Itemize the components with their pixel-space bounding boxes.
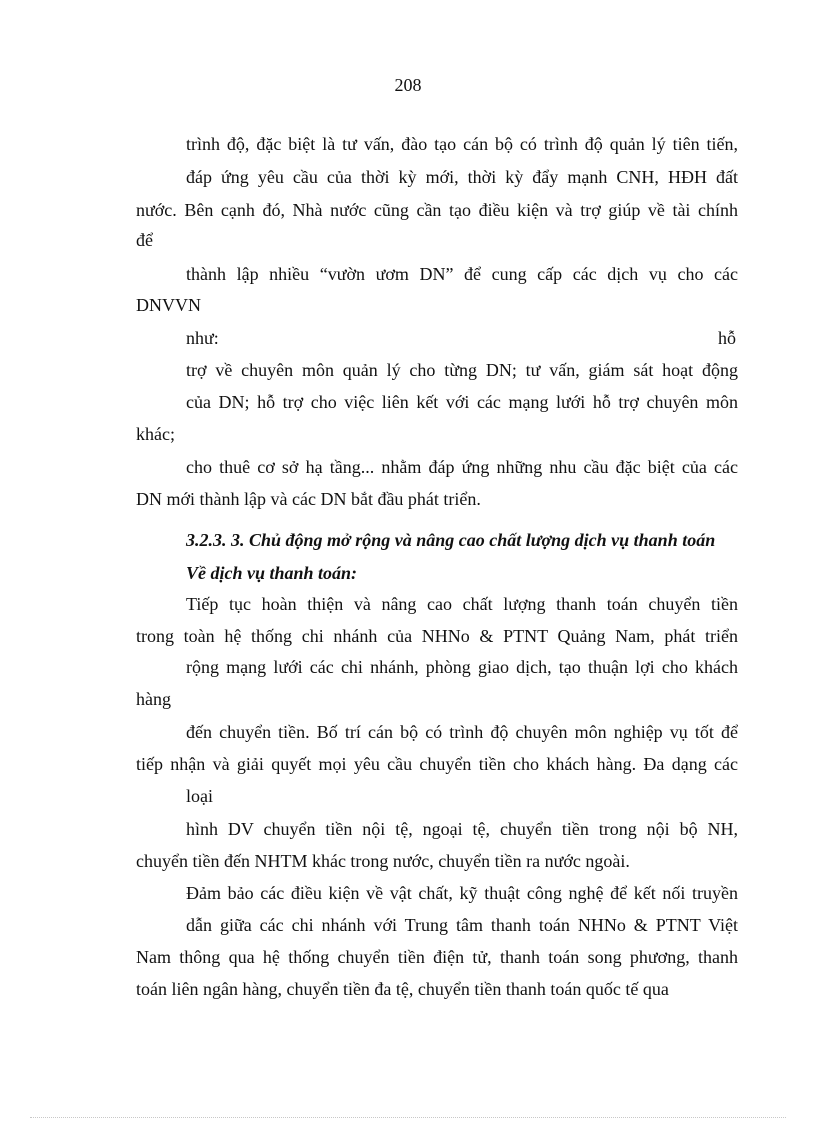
- body-line: của DN; hỗ trợ cho việc liên kết với các mạng lưới hỗ trợ chuyên môn: [186, 392, 738, 412]
- body-line: đến chuyển tiền. Bố trí cán bộ có trình độ chuyên môn nghiệp vụ tốt để: [186, 722, 738, 742]
- body-line: loại: [186, 786, 213, 806]
- body-line: để: [136, 230, 153, 250]
- body-line: đáp ứng yêu cầu của thời kỳ mới, thời kỳ đẩy mạnh CNH, HĐH đất: [186, 167, 738, 187]
- body-line: DN mới thành lập và các DN bắt đầu phát triển.: [136, 489, 481, 509]
- body-line: DNVVN: [136, 295, 201, 315]
- body-line: hình DV chuyển tiền nội tệ, ngoại tệ, chuyển tiền trong nội bộ NH,: [186, 819, 738, 839]
- subsection-heading: Về dịch vụ thanh toán:: [186, 563, 358, 583]
- body-line: hàng: [136, 689, 171, 709]
- body-line: Nam thông qua hệ thống chuyển tiền điện tử, thanh toán song phương, thanh: [136, 947, 738, 967]
- body-line: cho thuê cơ sở hạ tầng... nhằm đáp ứng những nhu cầu đặc biệt của các: [186, 457, 738, 477]
- body-line: toán liên ngân hàng, chuyển tiền đa tệ, chuyển tiền thanh toán quốc tế qua: [136, 979, 669, 999]
- body-line: thành lập nhiều “vườn ươm DN” để cung cấp các dịch vụ cho các: [186, 264, 738, 284]
- page-bottom-border: [30, 1117, 786, 1118]
- body-line: nước. Bên cạnh đó, Nhà nước cũng cần tạo điều kiện và trợ giúp về tài chính: [136, 200, 738, 220]
- page-number: 208: [394, 75, 422, 95]
- body-line: Tiếp tục hoàn thiện và nâng cao chất lượng thanh toán chuyển tiền: [186, 594, 738, 614]
- body-line: hỗ: [718, 328, 736, 348]
- section-heading: 3.2.3. 3. Chủ động mở rộng và nâng cao chất lượng dịch vụ thanh toán: [186, 530, 716, 550]
- body-line: Đảm bảo các điều kiện về vật chất, kỹ thuật công nghệ để kết nối truyền: [186, 883, 738, 903]
- body-line: rộng mạng lưới các chi nhánh, phòng giao dịch, tạo thuận lợi cho khách: [186, 657, 738, 677]
- body-line: dẫn giữa các chi nhánh với Trung tâm thanh toán NHNo & PTNT Việt: [186, 915, 738, 935]
- body-line: trong toàn hệ thống chi nhánh của NHNo & PTNT Quảng Nam, phát triển: [136, 626, 738, 646]
- body-line: như:: [186, 328, 219, 348]
- body-line: chuyển tiền đến NHTM khác trong nước, chuyển tiền ra nước ngoài.: [136, 851, 630, 871]
- body-line: khác;: [136, 424, 175, 444]
- body-line: tiếp nhận và giải quyết mọi yêu cầu chuyển tiền cho khách hàng. Đa dạng các: [136, 754, 738, 774]
- body-line: trình độ, đặc biệt là tư vấn, đào tạo cán bộ có trình độ quản lý tiên tiến,: [186, 134, 738, 154]
- body-line: trợ về chuyên môn quản lý cho từng DN; tư vấn, giám sát hoạt động: [186, 360, 738, 380]
